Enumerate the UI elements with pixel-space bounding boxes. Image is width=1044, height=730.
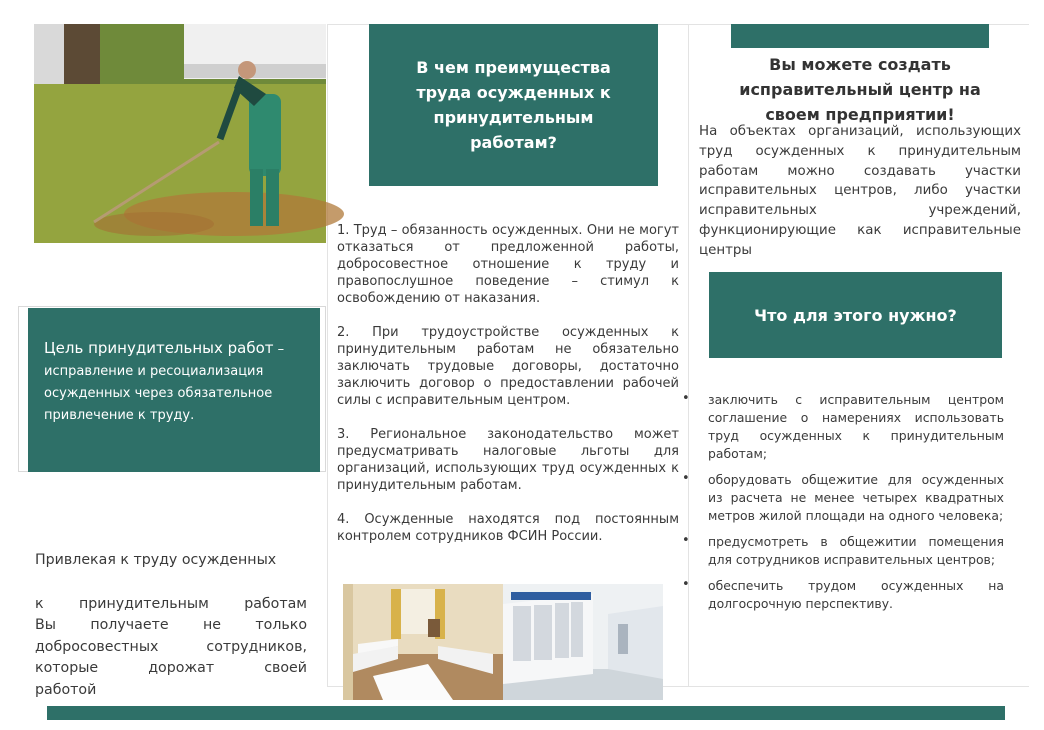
attract-line: работой <box>35 681 97 698</box>
create-center-title: Вы можете создать исправительный центр на своем предприятии! <box>739 55 981 124</box>
benefit-item: 1. Труд – обязанность осужденных. Они не могут отказаться от предложенной работы, добросовестное отношение к труду и правопослушное поведение – стимул к освобождению от наказания. <box>337 223 679 306</box>
create-center-text: На объектах организаций, использующих труд осужденных к принудительным работам можно создавать участки исправительных центров, либо участки исправительных учреждений, функционирующие как исправительные центры <box>699 124 1021 258</box>
bottom-accent-bar <box>47 706 1005 720</box>
attract-line: к принудительным работам <box>35 595 307 612</box>
need-title-box <box>709 272 1002 358</box>
attract-heading: Привлекая к труду осужденных <box>35 552 277 568</box>
need-item-text: заключить с исправительным центром соглашение о намерениях использовать труд осужденных к принудительным работам; <box>708 392 1004 461</box>
photo-worker-raking-leaves <box>34 24 326 243</box>
bullet-icon: • <box>682 577 690 592</box>
benefits-title-box <box>369 24 658 186</box>
need-item-text: предусмотреть в общежитии помещения для сотрудников исправительных центров; <box>708 534 1004 567</box>
benefits-title: В чем преимущества труда осужденных к принудительным работам? <box>416 58 611 152</box>
goal-box <box>28 308 320 472</box>
need-item-text: обеспечить трудом осужденных на долгосрочную перспективу. <box>708 578 1004 611</box>
attract-text <box>35 550 307 698</box>
photo-dormitory-room <box>343 584 503 700</box>
bullet-icon: • <box>682 533 690 548</box>
need-item <box>682 471 1004 525</box>
need-item-text: оборудовать общежитие для осужденных из расчета не менее четырех квадратных метров жилой площади на одного человека; <box>708 472 1004 523</box>
photo-corridor-with-info-boards <box>503 584 663 700</box>
need-item <box>682 533 1004 569</box>
bullet-icon: • <box>682 391 690 406</box>
benefit-item: 3. Региональное законодательство может предусматривать налоговые льготы для организаций, использующих труд осужденных к принудительным работам. <box>337 427 679 493</box>
attract-line: Вы получаете не только <box>35 617 307 633</box>
needs-list <box>682 391 1004 621</box>
benefits-list <box>337 222 679 562</box>
panel-divider-left <box>327 24 328 686</box>
goal-title: Цель принудительных работ <box>44 339 274 357</box>
bullet-icon: • <box>682 471 690 486</box>
need-item <box>682 577 1004 613</box>
top-accent-bar <box>731 24 989 48</box>
need-title: Что для этого нужно? <box>754 305 957 325</box>
benefit-item: 2. При трудоустройстве осужденных к принудительным работам не обязательно заключать трудовые договоры, достаточно заключить договор о предоставлении рабочей силы с исправительным центром. <box>337 325 679 408</box>
benefit-item: 4. Осужденные находятся под постоянным контролем сотрудников ФСИН России. <box>337 512 679 544</box>
attract-line: добросовестных сотрудников, <box>35 638 307 655</box>
attract-line: которые дорожат своей <box>35 660 307 676</box>
goal-description: – исправление и ресоциализация осужденных через обязательное привлечение к труду. <box>44 342 285 423</box>
need-item <box>682 391 1004 463</box>
